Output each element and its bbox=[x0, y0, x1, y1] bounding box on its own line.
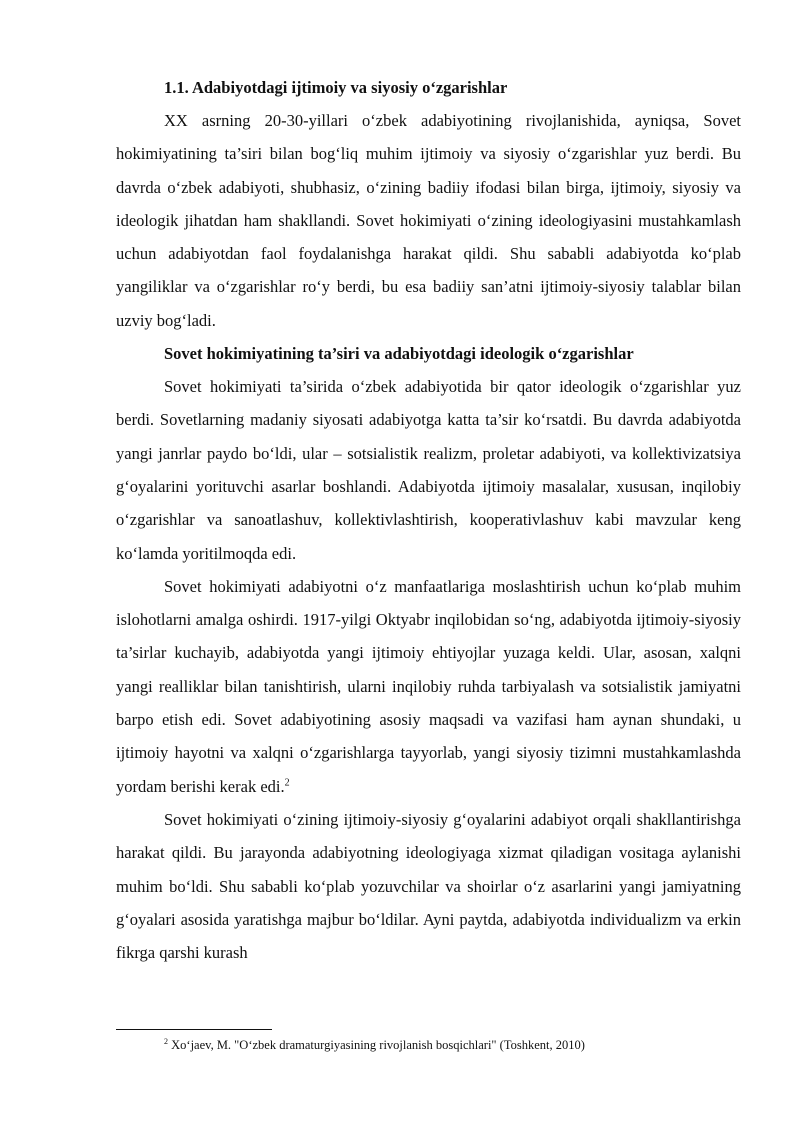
paragraph-2: Sovet hokimiyati ta’sirida o‘zbek adabiyotida bir qator ideologik o‘zgarishlar yuz berdi. Sovetlarning madaniy siyosati adabiyotga katta ta’sir ko‘rsatdi. Bu davrda adabiyotda yangi janrlar paydo bo‘ldi, ular – sotsialistik realizm, proletar adabiyoti, va kollektivizatsiya g‘oyalarini yorituvchi asarlar boshlandi. Adabiyotda ijtimoiy masalalar, xususan, inqilobiy o‘zgarishlar va sanoatlashuv, kollektivlashtirish, kooperativlashuv kabi mavzular keng ko‘lamda yoritilmoqda edi. bbox=[116, 377, 741, 563]
subsection-heading: Sovet hokimiyatining ta’siri va adabiyotdagi ideologik o‘zgarishlar bbox=[164, 344, 634, 364]
section-heading: 1.1. Adabiyotdagi ijtimoiy va siyosiy o‘zgarishlar bbox=[164, 78, 508, 97]
paragraph-1: XX asrning 20-30-yillari o‘zbek adabiyotining rivojlanishida, ayniqsa, Sovet hokimiyatining ta’siri bilan bog‘liq muhim ijtimoiy va siyosiy o‘zgarishlar yuz berdi. Bu davrda o‘zbek adabiyoti, shubhasiz, o‘zining badiiy ifodasi bilan birga, ijtimoiy, siyosiy va ideologik jihatdan ham shakllandi. Sovet hokimiyati o‘zining ideologiyasini mustahkamlash uchun adabiyotdan faol foydalanishga harakat qildi. Shu sababli adabiyotda ko‘plab yangiliklar va o‘zgarishlar ro‘y berdi, bu esa badiiy san’atni ijtimoiy-siyosiy talablar bilan uzviy bog‘ladi. bbox=[116, 111, 741, 330]
paragraph-3 bbox=[116, 570, 741, 803]
footnote-divider bbox=[116, 1029, 272, 1030]
footnote-reference: 2 bbox=[284, 777, 290, 789]
footnote bbox=[164, 1037, 585, 1053]
footnote-text: Xo‘jaev, M. "O‘zbek dramaturgiyasining rivojlanish bosqichlari" (Toshkent, 2010) bbox=[171, 1038, 585, 1052]
paragraph-3-text: Sovet hokimiyati adabiyotni o‘z manfaatlariga moslashtirish uchun ko‘plab muhim islohotlarni amalga oshirdi. 1917-yilgi Oktyabr inqilobidan so‘ng, adabiyotda ijtimoiy-siyosiy ta’sirlar kuchayib, adabiyotda yangi ijtimoiy ehtiyojlar yuzaga keldi. Ular, asosan, xalqni yangi realliklar bilan tanishtirish, ularni inqilobiy ruhda tarbiyalash va sotsialistik jamiyatni barpo etish edi. Sovet adabiyotining asosiy maqsadi va vazifasi ham aynan shundaki, u ijtimoiy hayotni va xalqni o‘zgarishlarga tayyorlab, yangi siyosiy tizimni mustahkamlashda yordam berishi kerak edi. bbox=[116, 576, 741, 796]
document-body bbox=[116, 71, 741, 969]
footnote-number: 2 bbox=[164, 1036, 168, 1046]
paragraph-4: Sovet hokimiyati o‘zining ijtimoiy-siyosiy g‘oyalarini adabiyot orqali shakllantirishga harakat qildi. Bu jarayonda adabiyotning ideologiyaga xizmat qiladigan vositaga aylanishi muhim bo‘ldi. Shu sababli ko‘plab yozuvchilar va shoirlar o‘z asarlarini yangi jamiyatning g‘oyalari asosida yaratishga majbur bo‘ldilar. Ayni paytda, adabiyotda individualizm va erkin fikrga qarshi kurash bbox=[116, 809, 741, 963]
